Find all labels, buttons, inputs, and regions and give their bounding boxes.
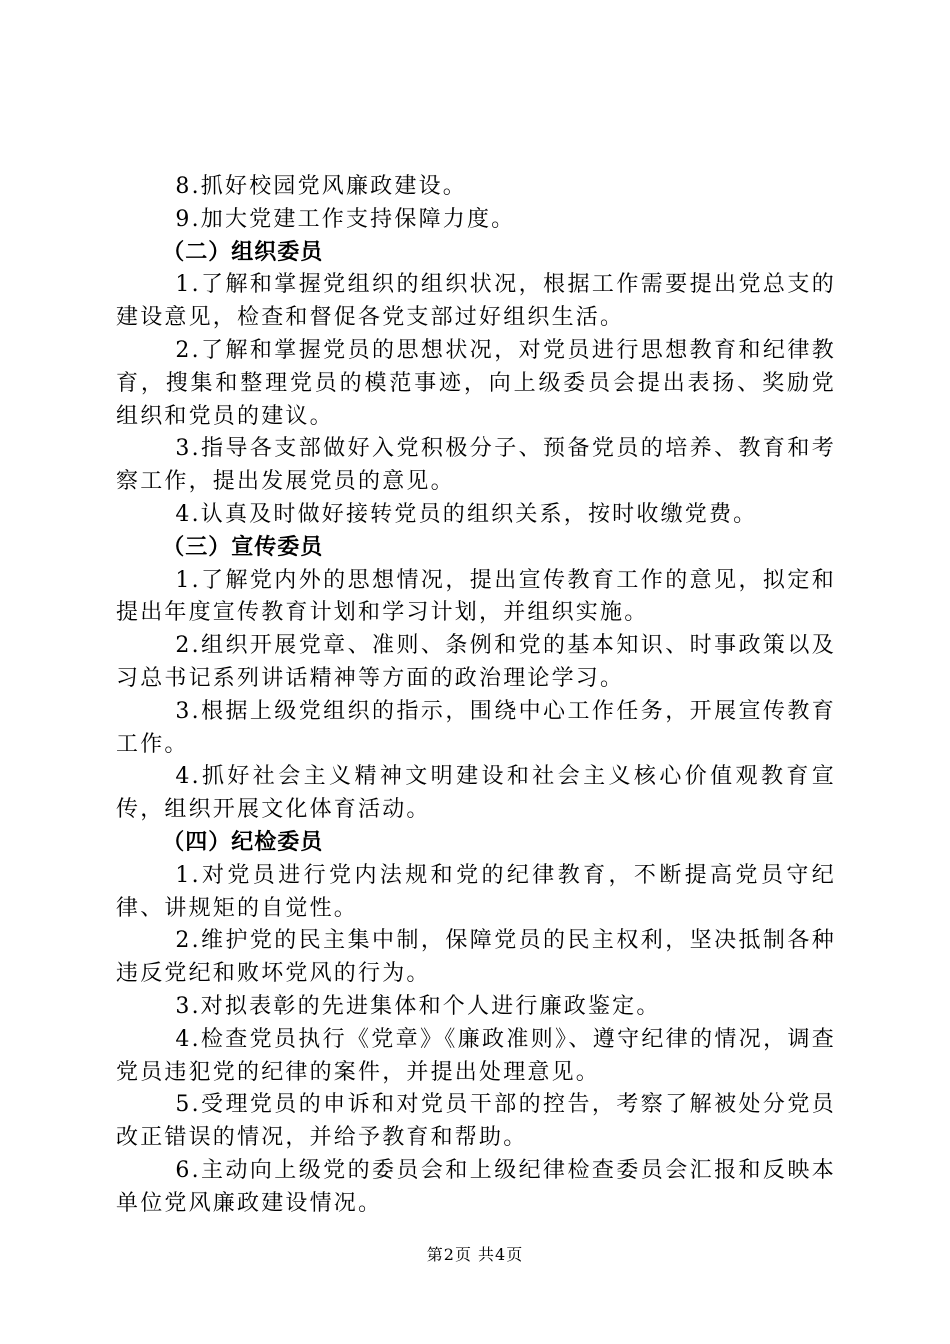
paragraph-discipline-4: 4.检查党员执行《党章》《廉政准则》、遵守纪律的情况，调查党员违犯党的纪律的案件，并提出处理意见。 xyxy=(116,1026,836,1085)
paragraph-discipline-1: 1.对党员进行党内法规和党的纪律教育，不断提高党员守纪律、讲规矩的自觉性。 xyxy=(116,862,836,921)
paragraph-publicity-4: 4.抓好社会主义精神文明建设和社会主义核心价值观教育宣传，组织开展文化体育活动。 xyxy=(116,764,836,823)
paragraph-publicity-2: 2.组织开展党章、准则、条例和党的基本知识、时事政策以及习总书记系列讲话精神等方面的政治理论学习。 xyxy=(116,633,836,691)
paragraph-organization-4: 4.认真及时做好接转党员的组织关系，按时收缴党费。 xyxy=(175,501,758,527)
section-heading-publicity: （三）宣传委员 xyxy=(162,534,324,560)
section-heading-discipline: （四）纪检委员 xyxy=(162,829,324,855)
paragraph-organization-3: 3.指导各支部做好入党积极分子、预备党员的培养、教育和考察工作，提出发展党员的意见。 xyxy=(116,436,836,495)
paragraph-publicity-1: 1.了解党内外的思想情况，提出宣传教育工作的意见，拟定和提出年度宣传教育计划和学习计划，并组织实施。 xyxy=(116,567,836,626)
paragraph-organization-1: 1.了解和掌握党组织的组织状况，根据工作需要提出党总支的建设意见，检查和督促各党支部过好组织生活。 xyxy=(116,272,836,331)
paragraph-publicity-3: 3.根据上级党组织的指示，围绕中心工作任务，开展宣传教育工作。 xyxy=(116,698,836,757)
paragraph-item-9: 9.加大党建工作支持保障力度。 xyxy=(175,206,516,232)
paragraph-discipline-3: 3.对拟表彰的先进集体和个人进行廉政鉴定。 xyxy=(175,993,661,1019)
paragraph-discipline-5: 5.受理党员的申诉和对党员干部的控告，考察了解被处分党员改正错误的情况，并给予教育和帮助。 xyxy=(116,1092,836,1151)
section-heading-organization: （二）组织委员 xyxy=(162,239,324,265)
paragraph-organization-2: 2.了解和掌握党员的思想状况，对党员进行思想教育和纪律教育，搜集和整理党员的模范事迹，向上级委员会提出表扬、奖励党组织和党员的建议。 xyxy=(116,337,836,429)
paragraph-item-8: 8.抓好校园党风廉政建设。 xyxy=(175,174,467,199)
paragraph-discipline-6: 6.主动向上级党的委员会和上级纪律检查委员会汇报和反映本单位党风廉政建设情况。 xyxy=(116,1157,836,1216)
document-body xyxy=(116,171,836,1221)
page-number-footer: 第2页 共4页 xyxy=(426,1245,524,1264)
paragraph-discipline-2: 2.维护党的民主集中制，保障党员的民主权利，坚决抵制各种违反党纪和败坏党风的行为。 xyxy=(116,928,836,987)
